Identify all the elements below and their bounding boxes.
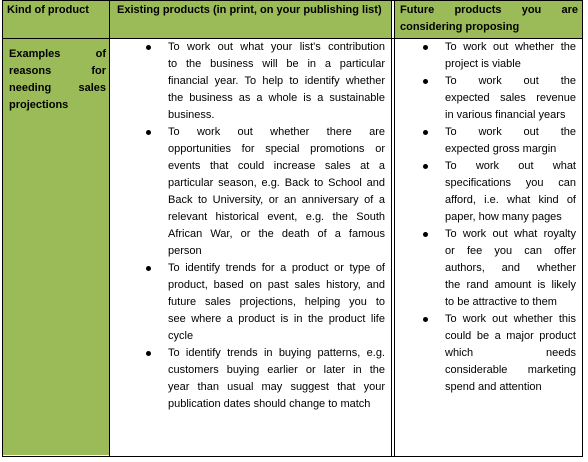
future-item-line: To work out the xyxy=(445,126,576,138)
future-item-line: the rand amount is likely xyxy=(445,279,576,291)
header-future-products-word: are xyxy=(561,4,578,16)
future-item-line: afford, i.e. what kind of xyxy=(445,194,576,206)
future-item xyxy=(395,124,582,158)
future-item-line: in various financial years xyxy=(445,109,566,121)
existing-item-line: cycle xyxy=(168,330,194,342)
existing-item-line: African War, or the death of a famous xyxy=(168,228,385,240)
table-border-bottom xyxy=(2,456,583,457)
future-item-line: authors, and whether xyxy=(445,262,576,274)
bullet-icon xyxy=(146,45,151,50)
future-item-line: To work out what royalty xyxy=(445,228,576,240)
bullet-icon xyxy=(146,266,151,271)
existing-item-line: the business as a whole is a sustainable xyxy=(168,92,385,104)
existing-item-line: To identify trends for a product or type of xyxy=(168,262,385,274)
future-item xyxy=(395,39,582,73)
existing-item xyxy=(109,345,391,413)
row-label-line xyxy=(9,97,106,114)
existing-item-line: Back to University, or an anniversary of a xyxy=(168,194,385,206)
existing-products-cell xyxy=(109,39,391,455)
row-label-line xyxy=(9,80,106,97)
header-existing-products-text: Existing products (in print, on your publishing list) xyxy=(117,4,382,16)
row-label-word: for xyxy=(91,65,106,77)
existing-item xyxy=(109,124,391,260)
future-item-line: to be attractive to them xyxy=(445,296,557,308)
future-item-line: specifications you can xyxy=(445,177,576,189)
future-item-line: To work out the xyxy=(445,75,576,87)
bullet-icon xyxy=(146,130,151,135)
row-label-word: sales xyxy=(78,82,106,94)
future-item xyxy=(395,226,582,311)
header-kind-of-product-text: Kind of product xyxy=(7,4,89,16)
existing-item-line: publication dates should change to match xyxy=(168,398,371,410)
header-divider xyxy=(2,38,583,39)
existing-item-line: To work out what your list's contribution xyxy=(168,41,385,53)
row-label-word: projections xyxy=(9,99,69,111)
header-existing-products xyxy=(109,0,391,39)
header-future-products-line-1 xyxy=(400,2,578,19)
bullet-icon xyxy=(423,232,428,237)
header-future-products xyxy=(395,0,582,39)
future-products-cell xyxy=(395,39,582,455)
bullet-icon xyxy=(423,45,428,50)
future-item-line: To work out what xyxy=(445,160,576,172)
future-item-line: considerable marketing xyxy=(445,364,576,376)
existing-item-line: future sales projections, helping you to xyxy=(168,296,385,308)
future-item-line: To work out whether the xyxy=(445,41,576,53)
future-item xyxy=(395,158,582,226)
row-label-examples-of-reasons xyxy=(3,39,109,455)
existing-item-line: opportunities for special promotions or xyxy=(168,143,385,155)
table-border-top xyxy=(2,0,583,1)
future-item-line: expected gross margin xyxy=(445,143,557,155)
header-future-products-word: products xyxy=(454,4,502,16)
future-products-list xyxy=(395,39,582,396)
table-divider-1 xyxy=(109,0,110,457)
future-item-line: To work out whether this xyxy=(445,313,576,325)
row-label-word: needing xyxy=(9,82,52,94)
existing-item-line: product, based on past sales history, and xyxy=(168,279,385,291)
existing-item-line: events that could increase sales at a xyxy=(168,160,385,172)
existing-item xyxy=(109,39,391,124)
future-item-line: project is viable xyxy=(445,58,521,70)
future-item-line: which needs xyxy=(445,347,576,359)
future-item xyxy=(395,73,582,124)
existing-item-line: particular season, e.g. Back to School and xyxy=(168,177,385,189)
existing-item-line: to the business will be in a particular xyxy=(168,58,385,70)
existing-item-line: person xyxy=(168,245,202,257)
future-item-line: expected sales revenue xyxy=(445,92,576,104)
existing-item-line: To work out whether there are xyxy=(168,126,385,138)
bullet-icon xyxy=(423,164,428,169)
row-label-word: of xyxy=(95,48,106,60)
row-label-word: reasons xyxy=(9,65,52,77)
table-divider-2b xyxy=(394,0,395,457)
future-item-line: or fee you can offer xyxy=(445,245,576,257)
table-border-right xyxy=(582,0,583,457)
existing-item-line: relevant historical event, e.g. the South xyxy=(168,211,385,223)
existing-item-line: see where a product is in the product life xyxy=(168,313,385,325)
header-future-products-word: Future xyxy=(400,4,435,16)
existing-item-line: year than usual may suggest that your xyxy=(168,381,385,393)
row-label-line xyxy=(9,63,106,80)
table-border-left xyxy=(2,0,3,457)
existing-item-line: To identify trends in buying patterns, e.g. xyxy=(168,347,385,359)
header-kind-of-product xyxy=(3,0,109,39)
future-item-line: spend and attention xyxy=(445,381,542,393)
existing-item-line: customers buying earlier or later in the xyxy=(168,364,385,376)
future-item-line: could be a major product xyxy=(445,330,576,342)
header-future-products-word: you xyxy=(521,4,542,16)
future-item-line: paper, how many pages xyxy=(445,211,562,223)
future-item xyxy=(395,311,582,396)
existing-item xyxy=(109,260,391,345)
table-divider-2a xyxy=(391,0,392,457)
bullet-icon xyxy=(423,79,428,84)
header-future-products-line-2: considering proposing xyxy=(400,21,520,33)
row-label-line xyxy=(9,46,106,63)
bullet-icon xyxy=(146,351,151,356)
existing-item-line: business. xyxy=(168,109,215,121)
bullet-icon xyxy=(423,130,428,135)
bullet-icon xyxy=(423,317,428,322)
existing-item-line: financial year. To help to identify whether xyxy=(168,75,385,87)
row-label-word: Examples xyxy=(9,48,61,60)
existing-products-list xyxy=(109,39,391,413)
